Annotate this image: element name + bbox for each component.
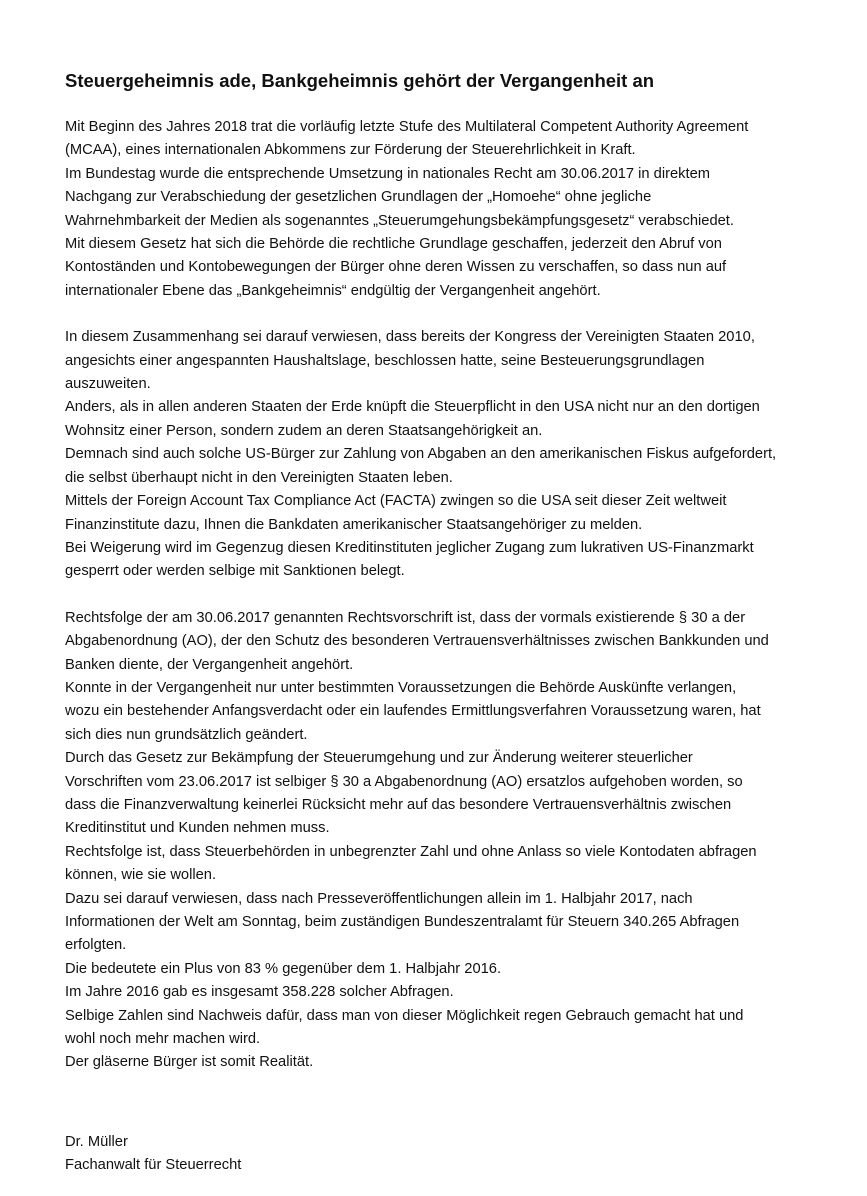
paragraph-line: Finanzinstitute dazu, Ihnen die Bankdaten amerikanischer Staatsangehöriger zu melden.	[65, 516, 643, 533]
paragraph-line: wohl noch mehr machen wird.	[65, 1031, 261, 1048]
signature-name: Dr. Müller	[65, 1133, 128, 1150]
paragraph-line: auszuweiten.	[65, 376, 151, 393]
paragraph-line: Selbige Zahlen sind Nachweis dafür, dass man von dieser Möglichkeit regen Gebrauch gemacht hat und	[65, 1007, 744, 1024]
paragraph-line: In diesem Zusammenhang sei darauf verwiesen, dass bereits der Kongress der Vereinigten Staaten 2010,	[65, 329, 755, 346]
paragraph-line: Wahrnehmbarkeit der Medien als sogenanntes „Steuerumgehungsbekämpfungsgesetz“ verabschiedet.	[65, 212, 734, 229]
paragraph-line: internationaler Ebene das „Bankgeheimnis“ endgültig der Vergangenheit angehört.	[65, 282, 601, 299]
paragraph-line: Rechtsfolge ist, dass Steuerbehörden in unbegrenzter Zahl und ohne Anlass so viele Kontodaten abfragen	[65, 843, 757, 860]
paragraph-line: können, wie sie wollen.	[65, 867, 217, 884]
paragraph-line: Wohnsitz einer Person, sondern zudem an deren Staatsangehörigkeit an.	[65, 422, 543, 439]
paragraph-line: Abgabenordnung (AO), der den Schutz des besonderen Vertrauensverhältnisses zwischen Bankkunden und	[65, 633, 769, 650]
paragraph-line: Die bedeutete ein Plus von 83 % gegenüber dem 1. Halbjahr 2016.	[65, 960, 502, 977]
paragraph-line: Mit Beginn des Jahres 2018 trat die vorläufig letzte Stufe des Multilateral Competent Authority Agreement	[65, 119, 749, 135]
document-page	[65, 68, 845, 1178]
paragraph-line: Im Bundestag wurde die entsprechende Umsetzung in nationales Recht am 30.06.2017 in direktem	[65, 165, 711, 182]
paragraph-line: Nachgang zur Verabschiedung der gesetzlichen Grundlagen der „Homoehe“ ohne jegliche	[65, 189, 652, 206]
paragraph-line: Demnach sind auch solche US-Bürger zur Zahlung von Abgaben an den amerikanischen Fiskus aufgefordert,	[65, 446, 777, 463]
paragraph-line: Dazu sei darauf verwiesen, dass nach Presseveröffentlichungen allein im 1. Halbjahr 2017, nach	[65, 890, 693, 907]
paragraph-line: Kontoständen und Kontobewegungen der Bürger ohne deren Wissen zu verschaffen, so dass nun auf	[65, 259, 727, 276]
paragraph-line: gesperrt oder werden selbige mit Sanktionen belegt.	[65, 563, 405, 580]
paragraph-line: angesichts einer angespannten Haushaltslage, beschlossen hatte, seine Besteuerungsgrundlagen	[65, 352, 705, 369]
paragraph-line: Der gläserne Bürger ist somit Realität.	[65, 1054, 314, 1071]
paragraph-line: Mit diesem Gesetz hat sich die Behörde die rechtliche Grundlage geschaffen, jederzeit den Abruf von	[65, 236, 722, 253]
paragraph-line: Anders, als in allen anderen Staaten der Erde knüpft die Steuerpflicht in den USA nicht nur an den dortigen	[65, 399, 760, 416]
paragraph-2	[65, 326, 845, 583]
paragraph-line: wozu ein bestehender Anfangsverdacht oder ein laufendes Ermittlungsverfahren Voraussetzung waren, hat	[65, 703, 761, 720]
paragraph-line: (MCAA), eines internationalen Abkommens zur Förderung der Steuerehrlichkeit in Kraft.	[65, 142, 636, 159]
paragraph-line: Durch das Gesetz zur Bekämpfung der Steuerumgehung und zur Änderung weiterer steuerlicher	[65, 750, 693, 767]
document-title: Steuergeheimnis ade, Bankgeheimnis gehört der Vergangenheit an	[65, 70, 655, 91]
paragraph-1	[65, 116, 845, 303]
paragraph-line: sich dies nun grundsätzlich geändert.	[65, 726, 308, 743]
paragraph-line: dass die Finanzverwaltung keinerlei Rücksicht mehr auf das besondere Vertrauensverhältnis zwischen	[65, 796, 732, 813]
paragraph-line: Banken diente, der Vergangenheit angehört.	[65, 656, 354, 673]
signature-role: Fachanwalt für Steuerrecht	[65, 1157, 242, 1174]
document-body	[65, 116, 845, 1075]
paragraph-line: Informationen der Welt am Sonntag, beim zuständigen Bundeszentralamt für Steuern 340.265 Abfragen	[65, 914, 740, 930]
paragraph-line: erfolgten.	[65, 937, 127, 954]
paragraph-line: Mittels der Foreign Account Tax Compliance Act (FACTA) zwingen so die USA seit dieser Zeit weltweit	[65, 493, 727, 510]
paragraph-line: Im Jahre 2016 gab es insgesamt 358.228 solcher Abfragen.	[65, 984, 454, 1001]
paragraph-line: Rechtsfolge der am 30.06.2017 genannten Rechtsvorschrift ist, dass der vormals existierende § 30 a der	[65, 609, 746, 626]
paragraph-line: Konnte in der Vergangenheit nur unter bestimmten Voraussetzungen die Behörde Auskünfte verlangen,	[65, 679, 737, 696]
signature-block	[65, 1131, 845, 1178]
paragraph-3	[65, 607, 845, 1075]
paragraph-line: die selbst überhaupt nicht in den Vereinigten Staaten leben.	[65, 469, 453, 486]
paragraph-line: Bei Weigerung wird im Gegenzug diesen Kreditinstituten jeglicher Zugang zum lukrativen US-Finanzmarkt	[65, 539, 754, 556]
paragraph-line: Kreditinstitut und Kunden nehmen muss.	[65, 820, 330, 837]
paragraph-line: Vorschriften vom 23.06.2017 ist selbiger § 30 a Abgabenordnung (AO) ersatzlos aufgehoben worden, so	[65, 773, 743, 790]
